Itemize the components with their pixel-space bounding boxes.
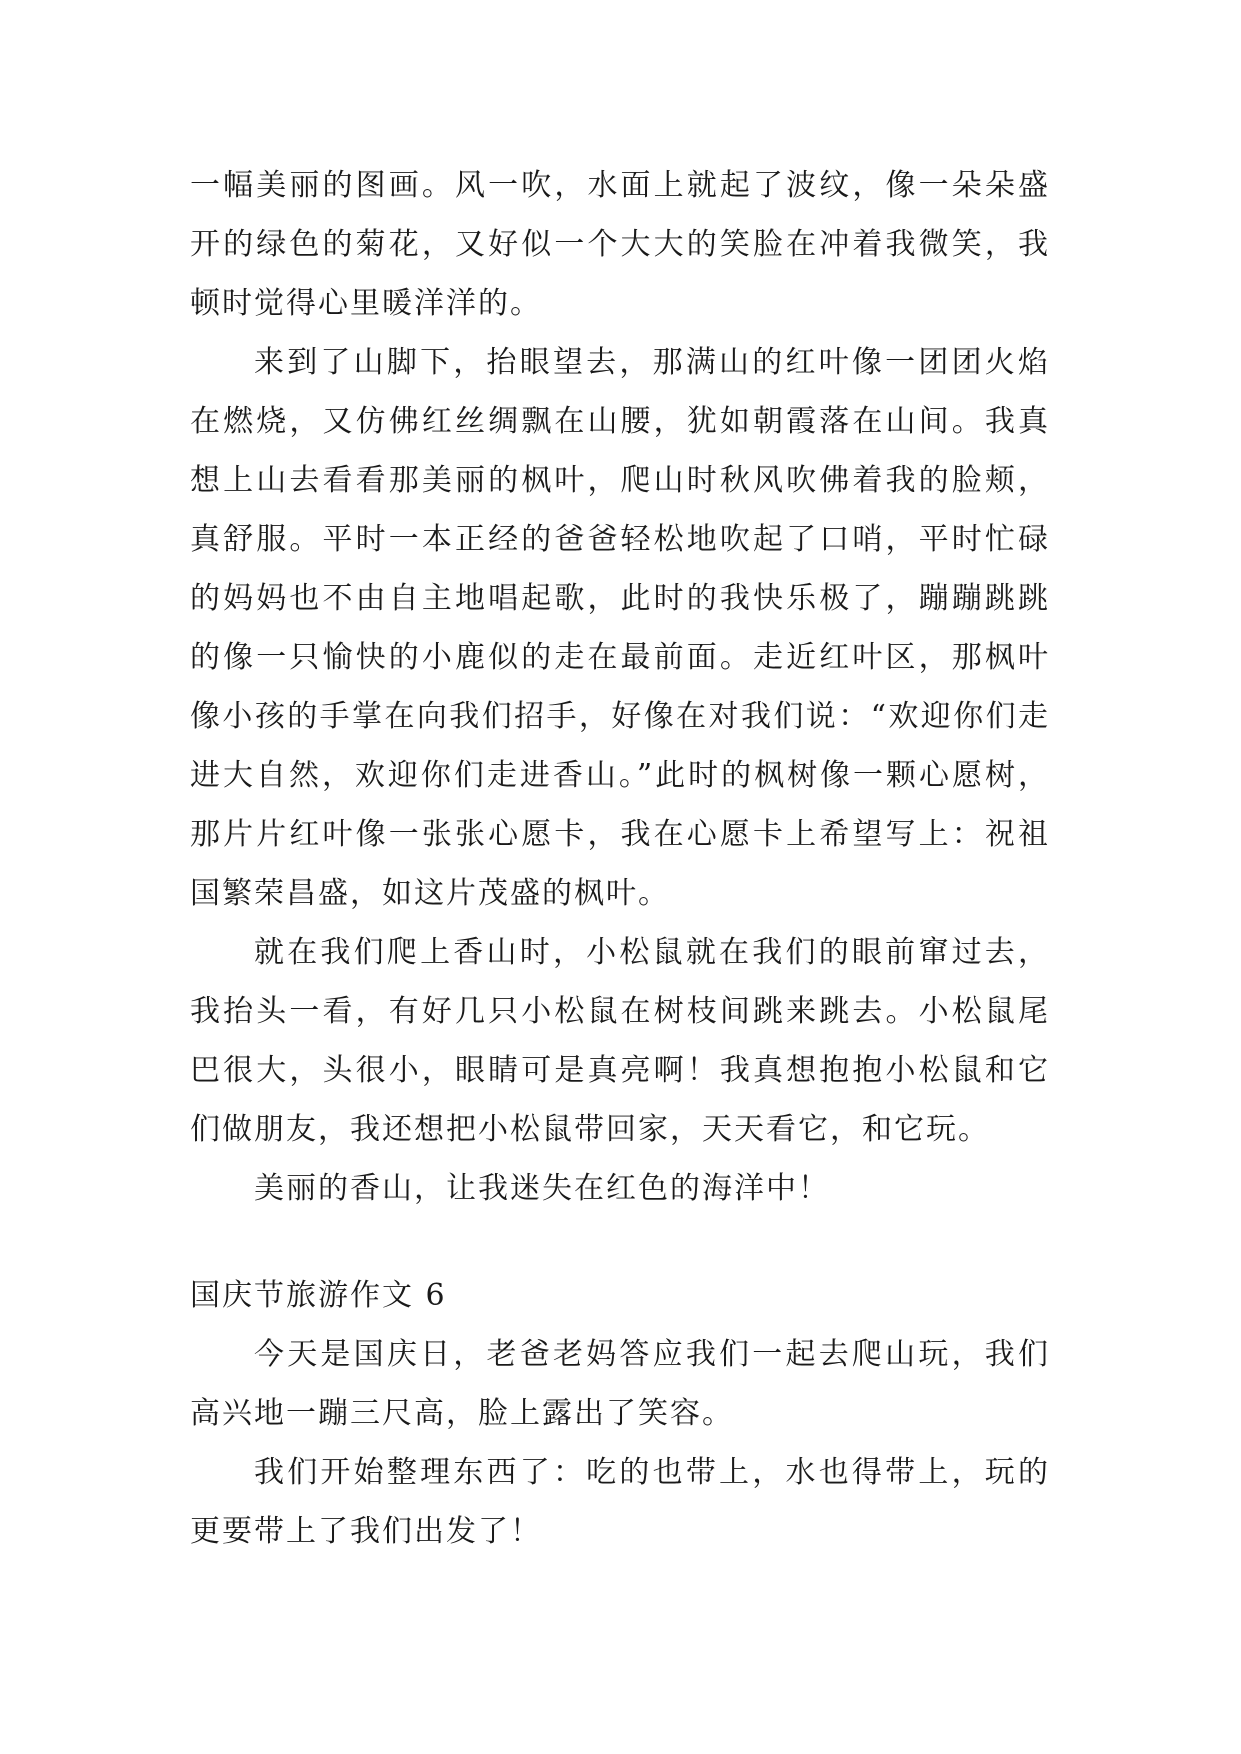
paragraph-squirrels: 就在我们爬上香山时，小松鼠就在我们的眼前窜过去，我抬头一看，有好几只小松鼠在树枝间跳来跳去。小松鼠尾巴很大，头很小，眼睛可是真亮啊！我真想抱抱小松鼠和它们做朋友，我还想把小松鼠带回家，天天看它，和它玩。 bbox=[190, 935, 1050, 1147]
paragraph-packing: 我们开始整理东西了：吃的也带上，水也得带上，玩的更要带上了我们出发了！ bbox=[190, 1455, 1050, 1549]
section-title: 国庆节旅游作文 6 bbox=[190, 1278, 447, 1313]
paragraph-closing: 美丽的香山，让我迷失在红色的海洋中！ bbox=[254, 1171, 830, 1206]
document-body bbox=[190, 156, 1050, 1561]
paragraph-national-day: 今天是国庆日，老爸老妈答应我们一起去爬山玩，我们高兴地一蹦三尺高，脸上露出了笑容。 bbox=[190, 1337, 1050, 1431]
section-spacer bbox=[190, 1218, 1050, 1266]
paragraph-continuation: 一幅美丽的图画。风一吹，水面上就起了波纹，像一朵朵盛开的绿色的菊花，又好似一个大大的笑脸在冲着我微笑，我顿时觉得心里暖洋洋的。 bbox=[190, 168, 1050, 321]
paragraph-red-leaves: 来到了山脚下，抬眼望去，那满山的红叶像一团团火焰在燃烧，又仿佛红丝绸飘在山腰，犹如朝霞落在山间。我真想上山去看看那美丽的枫叶，爬山时秋风吹佛着我的脸颊，真舒服。平时一本正经的爸爸轻松地吹起了口哨，平时忙碌的妈妈也不由自主地唱起歌，此时的我快乐极了，蹦蹦跳跳的像一只愉快的小鹿似的走在最前面。走近红叶区，那枫叶像小孩的手掌在向我们招手，好像在对我们说：“欢迎你们走进大自然，欢迎你们走进香山。”此时的枫树像一颗心愿树，那片片红叶像一张张心愿卡，我在心愿卡上希望写上：祝祖国繁荣昌盛，如这片茂盛的枫叶。 bbox=[190, 345, 1050, 911]
